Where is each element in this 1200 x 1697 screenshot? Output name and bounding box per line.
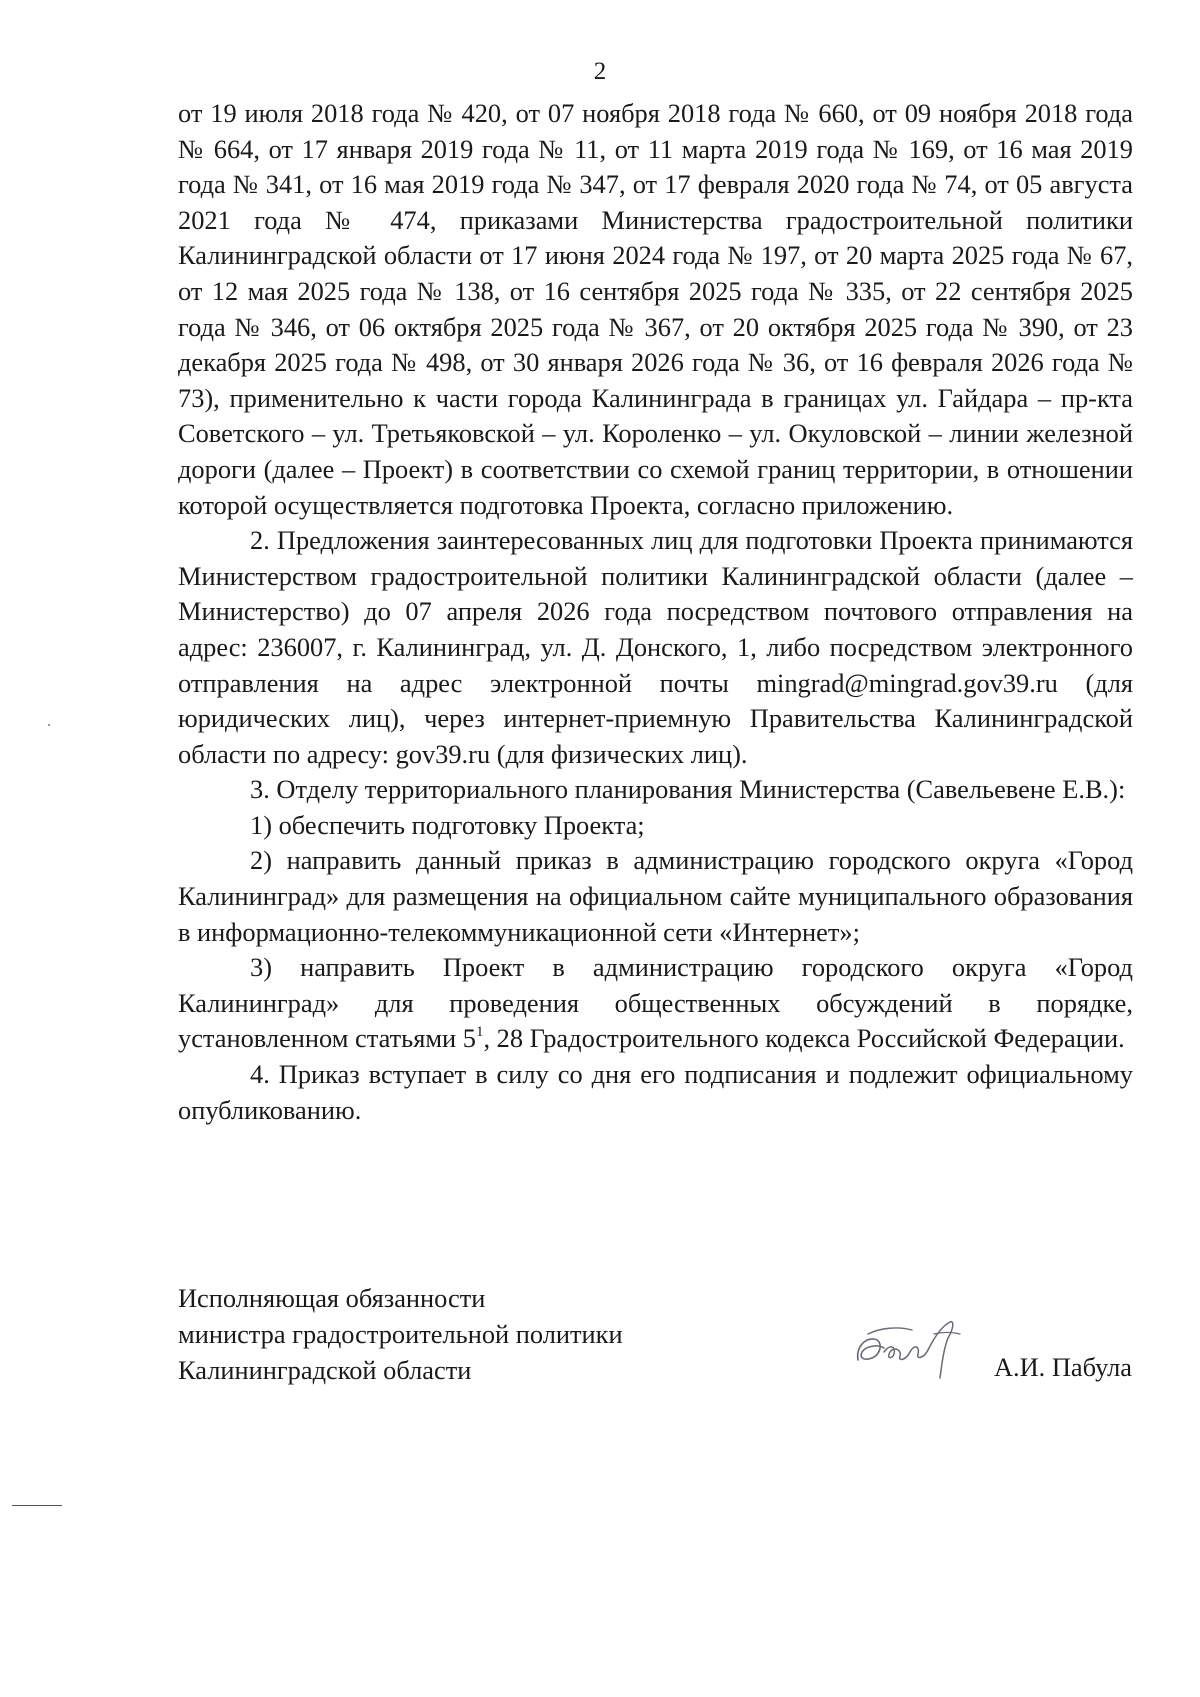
paragraph-item-4-effective: 4. Приказ вступает в силу со дня его подписания и подлежит официальному опубликованию.: [178, 1059, 1133, 1125]
paragraph-item-3-department: 3. Отделу территориального планирования Министерства (Савельевене Е.В.):: [250, 774, 1126, 805]
article-superscript: 1: [475, 1023, 484, 1040]
signatory-position: [178, 1280, 623, 1388]
paragraph-item-2-proposals: 2. Предложения заинтересованных лиц для подготовки Проекта принимаются Министерством градостроительной политики Калининградской области (далее – Министерство) до 07 апреля 2026 года посредством почтового отправления на адрес: 236007, г. Калининград, ул. Д. Донского, 1, либо посредством электронного отправления на адрес электронной почты mingrad@mingrad.gov39.ru (для юридических лиц), через интернет-приемную Правительства Калининградской области по адресу: gov39.ru (для физических лиц).: [178, 525, 1133, 769]
item-3-3-text: 3) направить Проект в администрацию городского округа «Город Калининград» для проведения общественных обсуждений в порядке, установленном статьями 5: [178, 952, 1133, 1054]
signatory-position-line: министра градостроительной политики: [178, 1319, 623, 1349]
signatory-position-line: Исполняющая обязанности: [178, 1283, 486, 1313]
scan-speck: [48, 724, 50, 726]
signatory-position-line: Калининградской области: [178, 1355, 472, 1385]
item-3-3-text-end: , 28 Градостроительного кодекса Российской Федерации.: [483, 1023, 1125, 1054]
signatory-name: А.И. Пабула: [993, 1352, 1132, 1382]
paragraph-item-3-3: [178, 950, 1133, 1057]
margin-line: [12, 1505, 62, 1506]
handwritten-signature: [850, 1308, 968, 1386]
paragraph-legal-references: от 19 июля 2018 года № 420, от 07 ноября 2018 года № 660, от 09 ноября 2018 года № 664, от 17 января 2019 года № 11, от 11 марта 2019 года № 169, от 16 мая 2019 года № 341, от 16 мая 2019 года № 347, от 17 февраля 2020 года № 74, от 05 августа 2021 года № 474, приказами Министерства градостроительной политики Калининградской области от 17 июня 2024 года № 197, от 20 марта 2025 года № 67, от 12 мая 2025 года № 138, от 16 сентября 2025 года № 335, от 22 сентября 2025 года № 346, от 06 октября 2025 года № 367, от 20 октября 2025 года № 390, от 23 декабря 2025 года № 498, от 30 января 2026 года № 36, от 16 февраля 2026 года № 73), применительно к части города Калининграда в границах ул. Гайдара – пр-кта Советского – ул. Третьяковской – ул. Короленко – ул. Окуловской – линии железной дороги (далее – Проект) в соответствии со схемой границ территории, в отношении которой осуществляется подготовка Проекта, согласно приложению.: [178, 98, 1133, 520]
paragraph-item-3-1: 1) обеспечить подготовку Проекта;: [250, 809, 645, 840]
paragraph-item-3-2: 2) направить данный приказ в администрацию городского округа «Город Калининград» для размещения на официальном сайте муниципального образования в информационно-телекоммуникационной сети «Интернет»;: [178, 845, 1133, 947]
document-body: [178, 96, 1133, 1128]
page-number: 2: [593, 58, 607, 85]
